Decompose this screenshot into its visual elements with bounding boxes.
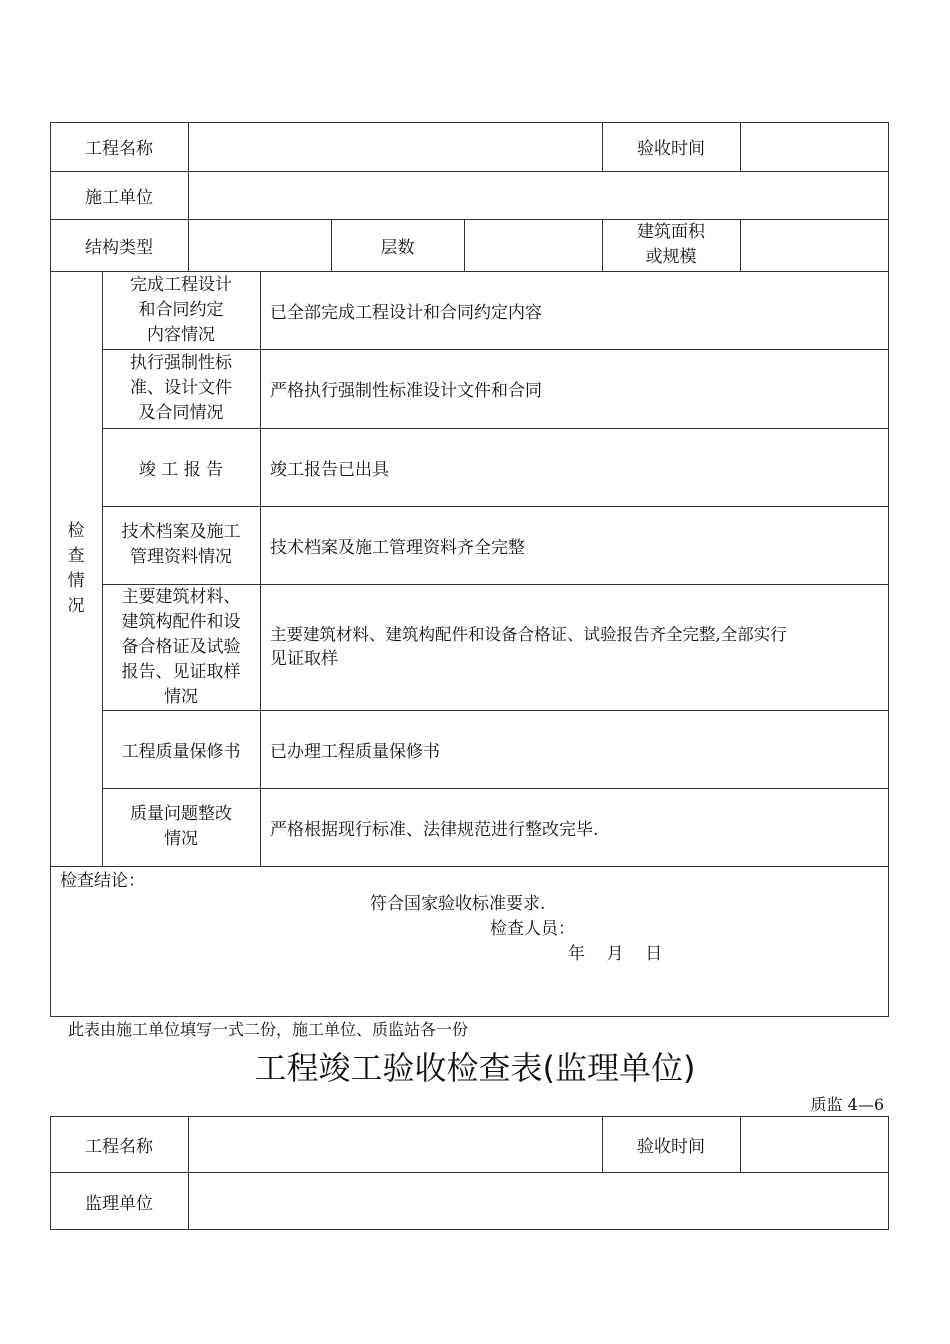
item-label-line: 质量问题整改 (130, 804, 232, 824)
acceptance-time-label: 验收时间 (637, 139, 705, 159)
item-value-completion-report: 竣工报告已出具 (270, 459, 389, 480)
area-label-line: 建筑面积 (637, 222, 705, 242)
item-label-line: 备合格证及试验 (121, 636, 241, 657)
structure-type-field[interactable] (189, 220, 330, 270)
inspection-label-char: 检 (67, 520, 85, 541)
item-label-design-contract (102, 271, 260, 349)
item-value-mandatory-standards: 严格执行强制性标准设计文件和合同 (270, 381, 542, 401)
item-label-line: 主要建筑材料、 (121, 586, 241, 607)
structure-type-label: 结构类型 (85, 237, 153, 258)
supervision-unit-field[interactable] (189, 1173, 888, 1229)
project-name-field[interactable] (189, 1117, 601, 1171)
inspection-label (50, 271, 102, 866)
item-value-technical-archives: 技术档案及施工管理资料齐全完整 (270, 537, 525, 558)
item-value-line: 见证取样 (270, 649, 338, 669)
item-label-completion-report: 竣 工 报 告 (138, 459, 224, 480)
item-label-line: 和合同约定 (138, 299, 224, 320)
item-label-mandatory-standards (102, 349, 260, 428)
item-label-warranty: 工程质量保修书 (121, 741, 241, 762)
item-label-line: 内容情况 (147, 324, 215, 345)
area-field[interactable] (741, 220, 888, 270)
item-label-line: 情况 (164, 829, 198, 849)
item-label-line: 建筑构配件和设 (121, 611, 241, 632)
project-name-field[interactable] (189, 123, 601, 170)
page-title: 工程竣工验收检查表(监理单位) (254, 1049, 696, 1087)
inspector-label: 检查人员： (490, 919, 575, 939)
item-label-rectification (102, 788, 260, 866)
item-label-line: 完成工程设计 (130, 274, 232, 295)
area-label-line: 或规模 (645, 247, 697, 267)
form-footnote: 此表由施工单位填写一式二份，施工单位、质监站各一份 (68, 1020, 469, 1039)
item-label-line: 准、设计文件 (130, 378, 232, 398)
project-name-label: 工程名称 (85, 139, 153, 159)
area-label (602, 219, 740, 271)
item-label-line: 及合同情况 (138, 403, 224, 423)
acceptance-time-field[interactable] (741, 123, 888, 170)
item-label-line: 执行强制性标 (130, 353, 232, 373)
inspection-label-char: 情 (67, 570, 85, 591)
floors-field[interactable] (465, 220, 601, 270)
item-value-materials-certificates (260, 584, 889, 710)
supervision-unit-label: 监理单位 (85, 1193, 153, 1214)
conclusion-label: 检查结论： (60, 871, 145, 891)
construction-unit-field[interactable] (189, 172, 888, 218)
conclusion-date: 年 月 日 (568, 944, 663, 964)
item-value-rectification: 严格根据现行标准、法律规范进行整改完毕. (270, 819, 599, 840)
item-label-line: 情况 (164, 686, 198, 707)
item-value-line: 主要建筑材料、建筑构配件和设备合格证、试验报告齐全完整,全部实行 (270, 625, 787, 644)
item-value-warranty: 已办理工程质量保修书 (270, 741, 440, 762)
item-label-line: 管理资料情况 (130, 547, 232, 567)
item-value-design-contract: 已全部完成工程设计和合同约定内容 (270, 302, 542, 323)
item-label-materials-certificates (102, 584, 260, 710)
item-label-line: 技术档案及施工 (121, 522, 241, 542)
inspector-signature-field[interactable] (585, 918, 785, 940)
acceptance-time-field[interactable] (741, 1117, 888, 1171)
floors-label: 层数 (380, 237, 415, 258)
item-label-technical-archives (102, 506, 260, 584)
conclusion-text: 符合国家验收标准要求. (370, 894, 546, 914)
project-name-label: 工程名称 (85, 1136, 153, 1157)
inspection-label-char: 况 (67, 595, 85, 616)
acceptance-time-label: 验收时间 (637, 1136, 705, 1157)
construction-unit-label: 施工单位 (85, 187, 153, 208)
inspection-label-char: 查 (67, 545, 85, 566)
table-row-divider (50, 866, 889, 867)
item-label-line: 报告、见证取样 (121, 661, 241, 682)
form-code: 质监 4—6 (810, 1095, 884, 1114)
